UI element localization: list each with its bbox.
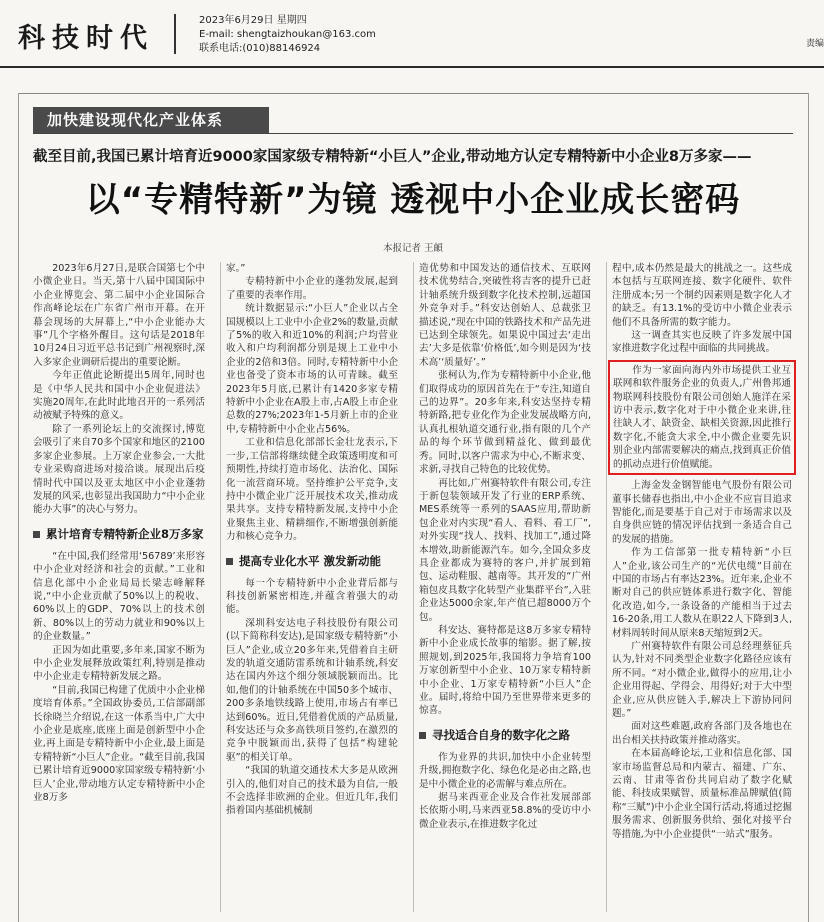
- paragraph: 作为工信部第一批专精特新“小巨人”企业,该公司生产的“光伏电缆”目前在中国的市场占有率达23%。近年来,企业不断对自己的供应链体系进行数字化、智能化改造,如今,一条设备的产能相当于过去16-20条,用工人数从在职22人下降到3人,材料周转时间从原来8天缩短到2天。: [612, 547, 792, 639]
- paragraph: “我国的轨道交通技术大多是从欧洲引入的,他们对自己的技术最为自信,一般不会选择非欧洲的企业。但近几年,我们指着国内基础机械制: [226, 765, 398, 817]
- column-divider: [606, 262, 607, 912]
- square-bullet-icon: [226, 558, 233, 565]
- paragraph: 工业和信息化部部长金壮龙表示,下一步,工信部将继续健全政策透明度和可预期性,持续打造市场化、法治化、国际化一流营商环境。坚持维护公平竞争,支持中小微企业广泛开展技术攻关,推动成果共享。支持专精特新发展,支持中小企业聚焦主业、精耕细作,不断增强创新能力和核心竞争力。: [226, 437, 398, 543]
- article-column-4: [612, 262, 792, 841]
- column-divider: [220, 262, 221, 912]
- column-divider: [413, 262, 414, 912]
- masthead-divider: [174, 14, 176, 54]
- masthead-info: [199, 14, 376, 56]
- paragraph: 今年正值此论断提出5周年,同时也是《中华人民共和国中小企业促进法》实施20周年,在此时此地召开的一系列活动被赋予特殊的意义。: [33, 370, 205, 422]
- highlighted-passage: [608, 360, 796, 475]
- article-column-1: [33, 262, 205, 804]
- square-bullet-icon: [33, 531, 40, 538]
- subheading-text: 提高专业化水平 激发新动能: [239, 553, 382, 568]
- paragraph: “在中国,我们经常用‘56789’来形容中小企业对经济和社会的贡献。”工业和信息化部中小企业局局长梁志峰解释说,“中小企业贡献了50%以上的税收、60%以上的GDP、70%以上的技术创新、80%以上的劳动力就业和90%以上的企业数量。”: [33, 550, 205, 643]
- article-column-3: [419, 262, 591, 831]
- subheading: [226, 554, 398, 569]
- paragraph: 科安达、赛特都是这8万多家专精特新中小企业成长故事的缩影。据了解,按照规划,到2025年,我国将力争培育100万家创新型中小企业、10万家专精特新中小企业、1万家专精特新“小巨人”企业。届时,将给中国乃至世界带来更多的惊喜。: [419, 624, 591, 717]
- article-column-2: [226, 262, 398, 818]
- frame-top-rule: [18, 93, 808, 94]
- paragraph: 深圳科安达电子科技股份有限公司(以下简称科安达),是国家级专精特新“小巨人”企业,成立20多年来,凭借着自主研发的轨道交通防雷系统和计轴系统,科安达在国内外这个细分领域脱颖而出。比如,他们的计轴系统在中国50多个城市、200多条地铁线路上使用,市场占有率已达到60%。近日,凭借着优质的产品质量,科安达还与众多高铁项目签约,在激烈的竞争中脱颖而出,获得了包括“构建轮驱”的相关订单。: [226, 617, 398, 763]
- subheading: [33, 527, 205, 542]
- paragraph: 造优势和中国发达的通信技术、互联网技术优势结合,突破性将吉客的提升已赶计轴系统升级到数字化技术控制,远超国外竞争对手。”科安达创始人、总裁张卫描述说,“现在中国的铁路技术和产品先进已达到全球领先。如果说中国过去‘走出去’大多是依靠‘价格低’,如今则是因为‘技术高’‘质量好’。”: [419, 263, 591, 368]
- paragraph: 面对这些难题,政府各部门及各地也在出台相关扶持政策并推动落实。: [612, 721, 792, 746]
- paragraph: 家。”: [226, 263, 246, 274]
- paragraph: 专精特新中小企业的蓬勃发展,起到了重要的表率作用。: [226, 276, 398, 301]
- paragraph: 2023年6月27日,是联合国第七个中小微企业日。当天,第十八届中国国际中小企业博览会、第二届中小企业国际合作高峰论坛在广东省广州市开幕。在开幕会现场的大屏幕上,“中小企业能办大事”几个字格外醒目。这句话是2018年10月24日习近平总书记到广州视察时,深入多家企业调研后提出的重要论断。: [33, 263, 205, 368]
- paragraph: 除了一系列论坛上的交流探讨,博览会吸引了来自70多个国家和地区的2100多家企业参展。上万家企业参会,一大批专业采购商进场对接洽谈。展现出后疫情时代中国以及亚太地区中小企业蓬勃发展的风采,也彰显出我国助力“中小企业能办大事”的决心与努力。: [33, 423, 205, 516]
- article-byline: 本报记者 王頔: [382, 243, 444, 254]
- masthead-email: E-mail: shengtaizhoukan@163.com: [199, 29, 376, 40]
- frame-left-rule: [18, 93, 19, 922]
- subheading: [419, 728, 591, 743]
- paragraph: 据马来西亚企业及合作社发展部部长依斯小明,马来西亚58.8%的受访中小微企业表示,在推进数字化过: [419, 792, 591, 830]
- article-headline: 以“专精特新”为镜 透视中小企业成长密码: [85, 180, 741, 220]
- paragraph: 再比如,广州赛特软件有限公司,专注于新包装领域开发了行业的ERP系统、MES系统等一系列的SAAS应用,帮助新包企业对内实现“看人、看料、看工厂”,对外实现“找人、找料、找加工”,通过降本增效,助新能源汽车。如今,全国众多皮具企业都成为赛特的客户,并扩展到箱包、运动鞋服、越南等。其开发的“广州箱包皮具数字化转型产业集群平台”,入驻企业达5000余家,年产值已超8000万个包。: [419, 477, 591, 623]
- paragraph: 作为业界的共识,加快中小企业转型升级,拥抱数字化、绿色化是必由之路,也是中小微企业的必需解与难点所在。: [419, 751, 591, 790]
- masthead: [0, 0, 824, 68]
- paragraph: “目前,我国已构建了优质中小企业梯度培育体系。”全国政协委员,工信部副部长徐晓兰介绍说,在这一体系当中,广大中小企业是底座,底座上面是创新型中小企业,再上面是专精特新中小企业,最上面是专精特新“小巨人”企业。“截至目前,我国已累计培育近9000家国家级专精特新‘小巨人’企业,带动地方认定专精特新中小企业8万多: [33, 684, 205, 804]
- masthead-phone: 联系电话:(010)88146924: [199, 43, 321, 54]
- paragraph: 广州赛特软件有限公司总经理蔡征兵认为,针对不同类型企业数字化路径应该有所不同。“对小微企业,做得小的应用,让小企业用得起、学得会、用得好;对于大中型企业,应从供应链入手,解决上下游协同问题。”: [612, 640, 792, 719]
- square-bullet-icon: [419, 732, 426, 739]
- section-rule: [33, 133, 793, 134]
- paragraph: 上海金发金钢智能电气股份有限公司董事长储春也指出,中小企业不应盲目追求智能化,而是要基于自己对于市场需求以及自身供应链的情况评估找到一条适合自己的发展的措施。: [612, 480, 792, 545]
- masthead-editor-label: 责编: [806, 39, 824, 49]
- paragraph: 每一个专精特新中小企业背后都与科技创新紧密相连,并蕴含着强大的动能。: [226, 577, 398, 616]
- paragraph: 程中,成本仍然是最大的挑战之一。这些成本包括与互联网连接、数字化硬件、软件注册成本;另一个制约因素则是数字化人才的缺乏。有13.1%的受访中小微企业表示他们不具备所需的数字能力。: [612, 263, 792, 328]
- paragraph: 正因为如此重要,多年来,国家不断为中小企业发展释放政策红利,特别是推动中小企业走专精特新发展之路。: [33, 644, 205, 683]
- article-kicker: 截至目前,我国已累计培育近9000家国家级专精特新“小巨人”企业,带动地方认定专精特新中小企业8万多家——: [33, 149, 752, 165]
- masthead-date: 2023年6月29日 星期四: [199, 15, 307, 26]
- frame-right-rule: [808, 93, 809, 922]
- paragraph: 张柯认为,作为专精特新中小企业,他们取得成功的原因首先在于“专注,知道自己的边界”。20多年来,科安达坚持专精特新路,把专业化作为企业发展战略方向,认真扎根轨道交通行业,指有限的几个产品的每个环节做到精益化、做到最优秀。同时,以客户需求为中心,不断求变、求新,寻找自己特色的比较优势。: [419, 370, 591, 476]
- masthead-title: 科技时代: [18, 23, 154, 54]
- paragraph: 这一调查其实也反映了许多发展中国家推进数字化过程中面临的共同挑战。: [612, 330, 792, 355]
- subheading-text: 累计培育专精特新企业8万多家: [46, 526, 204, 541]
- section-banner: 加快建设现代化产业体系: [33, 107, 269, 133]
- paragraph: 作为一家面向海内外市场提供工业互联网和软件服务企业的负责人,广州鲁邦通物联网科技股份有限公司创始人施洋在采访中表示,数字化对于中小微企业来讲,往往缺人才、缺资金、缺相关资源,因此推行数字化,不能贪大求全,中小微企业要先识别企业内部需要解决的痛点,找到真正价值的抓动点进行价值赋能。: [613, 364, 791, 470]
- paragraph: 统计数据显示:“小巨人”企业以占全国规模以上工业中小企业2%的数量,贡献了5%的收入和近10%的利润;户均营业收入和户均利润都分别是规上工业中小企业的2倍和3倍。同时,专精特新中小企业也备受了资本市场的认可青睐。截至2023年5月底,已累计有1420多家专精特新中小企业在A股上市,占A股上市企业总数的27%;2023年1-5月新上市的企业中,专精特新中小企业占56%。: [226, 303, 398, 435]
- paragraph: 在本届高峰论坛,工业和信息化部、国家市场监督总局和内蒙古、福建、广东、云南、甘肃等省份共同启动了数字化赋能、科技成果赋智、质量标准品牌赋值(简称“三赋”)中小企业全国行活动,将通过挖掘服务需求、创新服务供给、强化对接平台等措施,为中小企业提供“一站式”服务。: [612, 748, 792, 840]
- subheading-text: 寻找适合自身的数字化之路: [432, 727, 570, 742]
